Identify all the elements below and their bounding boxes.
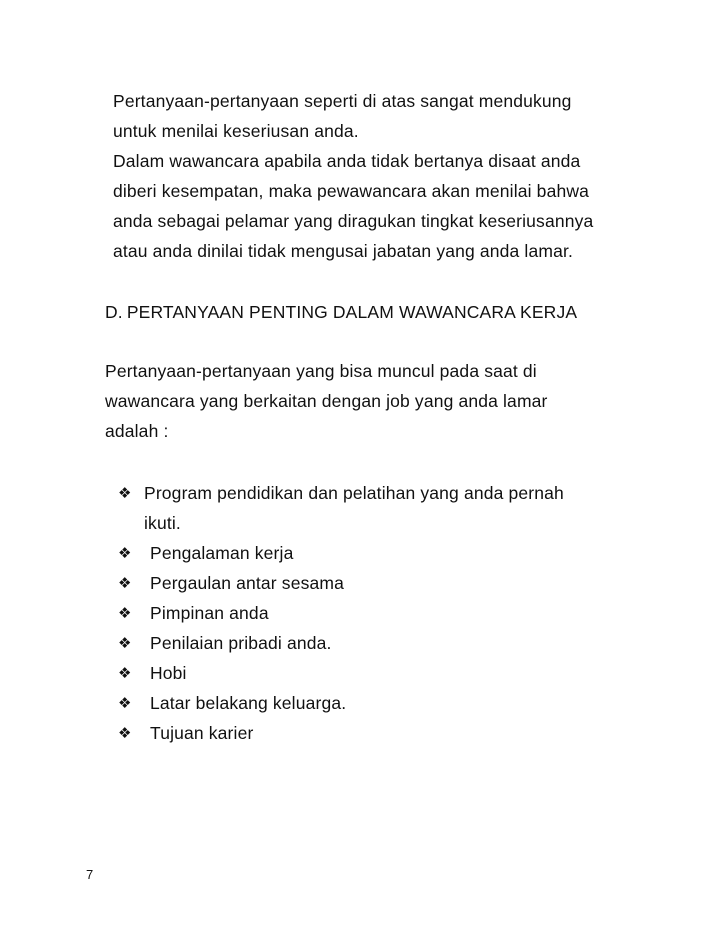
- intro-line: atau anda dinilai tidak mengusai jabatan yang anda lamar.: [113, 241, 573, 261]
- diamond-bullet-icon: ❖: [118, 544, 132, 562]
- intro-line: anda sebagai pelamar yang diragukan tingkat keseriusannya: [113, 211, 594, 231]
- list-item-text: Pergaulan antar sesama: [150, 573, 344, 593]
- diamond-bullet-icon: ❖: [118, 724, 132, 742]
- diamond-bullet-icon: ❖: [118, 604, 132, 622]
- intro-paragraph: [113, 86, 593, 266]
- list-item: [118, 538, 564, 568]
- list-item-text-continued: ikuti.: [144, 513, 181, 533]
- question-list: [118, 478, 564, 748]
- list-item: [118, 658, 564, 688]
- page-number: 7: [86, 867, 94, 882]
- section-heading: [105, 297, 577, 327]
- list-item: [118, 478, 564, 538]
- list-item: [118, 688, 564, 718]
- diamond-bullet-icon: ❖: [118, 484, 132, 502]
- lead-line: adalah :: [105, 421, 169, 441]
- list-item-text: Pimpinan anda: [150, 603, 269, 623]
- section-letter: D.: [105, 302, 123, 322]
- diamond-bullet-icon: ❖: [118, 634, 132, 652]
- list-item-text: Program pendidikan dan pelatihan yang anda pernah: [144, 483, 564, 503]
- intro-line: untuk menilai keseriusan anda.: [113, 121, 359, 141]
- lead-paragraph: [105, 356, 548, 446]
- intro-line: Dalam wawancara apabila anda tidak bertanya disaat anda: [113, 151, 581, 171]
- list-item-text: Penilaian pribadi anda.: [150, 633, 332, 653]
- list-item: [118, 718, 564, 748]
- diamond-bullet-icon: ❖: [118, 664, 132, 682]
- list-item-text: Pengalaman kerja: [150, 543, 294, 563]
- list-item-text: Tujuan karier: [150, 723, 254, 743]
- list-item: [118, 568, 564, 598]
- diamond-bullet-icon: ❖: [118, 694, 132, 712]
- section-title: PERTANYAAN PENTING DALAM WAWANCARA KERJA: [126, 302, 578, 322]
- list-item-text: Hobi: [150, 663, 187, 683]
- lead-line: wawancara yang berkaitan dengan job yang anda lamar: [105, 391, 548, 411]
- diamond-bullet-icon: ❖: [118, 574, 132, 592]
- lead-line: Pertanyaan-pertanyaan yang bisa muncul pada saat di: [105, 361, 537, 381]
- list-item-text: Latar belakang keluarga.: [150, 693, 347, 713]
- list-item: [118, 598, 564, 628]
- intro-line: Pertanyaan-pertanyaan seperti di atas sangat mendukung: [113, 91, 572, 111]
- intro-line: diberi kesempatan, maka pewawancara akan menilai bahwa: [113, 181, 590, 201]
- list-item: [118, 628, 564, 658]
